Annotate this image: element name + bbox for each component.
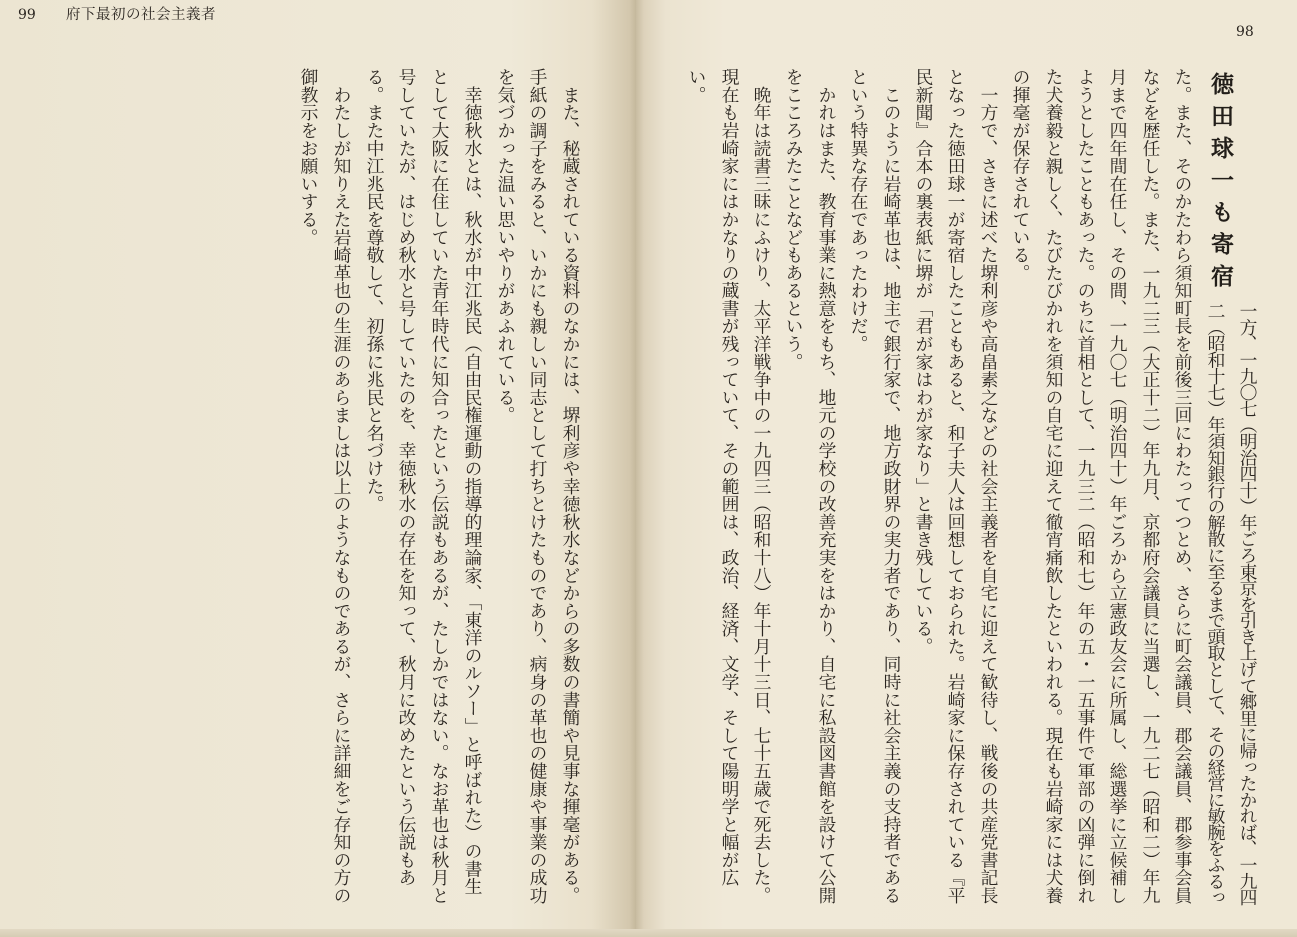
text-column: という特異な存在であったわけだ。 — [848, 68, 869, 353]
text-column: このように岩崎革也は、地主で銀行家で、地方政財界の実力者であり、同時に社会主義の支持者である — [881, 68, 902, 905]
text-column: ようとしたこともあった。のちに首相として、一九三二（昭和七）年の五・一五事件で軍部の凶弾に倒れ — [1075, 68, 1096, 905]
text-column: 手紙の調子をみると、いかにも親しい同志として打ちとけたものであり、病身の革也の健康や事業の成功 — [527, 68, 548, 905]
text-column: る。また中江兆民を尊敬して、初孫に兆民と名づけた。 — [364, 68, 385, 513]
text-column: などを歴任した。また、一九二三（大正十二）年九月、京都府会議員に当選し、一九二七（昭和二）年九 — [1140, 68, 1161, 905]
text-column: また、秘蔵されている資料のなかには、堺利彦や幸徳秋水などからの多数の書簡や見事な揮毫がある。 — [560, 68, 581, 905]
text-column: た。また、そのかたわら須知町長を前後三回にわたってつとめ、さらに町会議員、郡会議員、郡参事会員 — [1172, 68, 1193, 905]
page-number: 98 — [1236, 24, 1254, 40]
text-column: 現在も岩崎家にはかなりの蔵書が残っていて、その範囲は、政治、経済、文学、そして陽明学と幅が広 — [719, 68, 740, 887]
text-column: として大阪に在住していた青年時代に知合ったという伝説もあるが、たしかではない。なお革也は秋月と — [429, 68, 450, 905]
text-column: 一方、一九〇七（明治四十）年ごろ東京を引き上げて郷里に帰ったかれば、一九四 — [1237, 302, 1258, 905]
text-column: を気づかった温い思いやりがあふれている。 — [495, 68, 516, 424]
running-header: 府下最初の社会主義者 — [66, 7, 216, 23]
text-column: かれはまた、教育事業に熱意をもち、地元の学校の改善充実をはかり、自宅に私設図書館を設けて公開 — [816, 68, 837, 905]
page-number: 99 — [18, 7, 36, 23]
section-heading: 徳田球一も寄宿 — [1207, 72, 1234, 296]
text-column: 号していたが、はじめ秋水と号していたのを、幸徳秋水の存在を知って、秋月に改めたという伝説もあ — [396, 68, 417, 887]
right-page — [636, 0, 1297, 937]
text-column: の揮毫が保存されている。 — [1010, 68, 1031, 282]
text-column: 幸徳秋水とは、秋水が中江兆民（自由民権運動の指導的理論家、「東洋のルソー」と呼ばれた）の書生 — [462, 68, 483, 896]
left-page — [0, 0, 636, 937]
text-column: となった徳田球一が寄宿したこともあると、和子夫人は回想しておられた。岩崎家に保存されている『平 — [945, 68, 966, 905]
text-column: 一方で、さきに述べた堺利彦や高畠素之などの社会主義者を自宅に迎えて歓待し、戦後の共産党書記長 — [978, 68, 999, 905]
text-column: 月まで四年間在任し、その間、一九〇七（明治四十）年ごろから立憲政友会に所属し、総選挙に立候補し — [1107, 68, 1128, 905]
text-column: わたしが知りえた岩崎革也の生涯のあらましは以上のようなものであるが、さらに詳細をご存知の方の — [331, 68, 352, 905]
text-column: い。 — [686, 68, 707, 104]
text-column: 御教示をお願いする。 — [298, 68, 319, 246]
text-column: 二（昭和十七）年須知銀行の解散に至るまで頭取として、その経営に敏腕をふるっ — [1205, 302, 1226, 905]
text-column: た犬養毅と親しく、たびたびかれを須知の自宅に迎えて徹宵痛飲したといわれる。現在も岩崎家には犬養 — [1043, 68, 1064, 905]
page-bottom-edge — [0, 929, 1297, 937]
text-column: 民新聞』合本の裏表紙に堺が「君が家はわが家なり」と書き残している。 — [913, 68, 934, 656]
text-column: をこころみたことなどもあるという。 — [783, 68, 804, 371]
text-column: 晩年は読書三昧にふけり、太平洋戦争中の一九四三（昭和十八）年十月十三日、七十五歳で死去した。 — [751, 68, 772, 905]
